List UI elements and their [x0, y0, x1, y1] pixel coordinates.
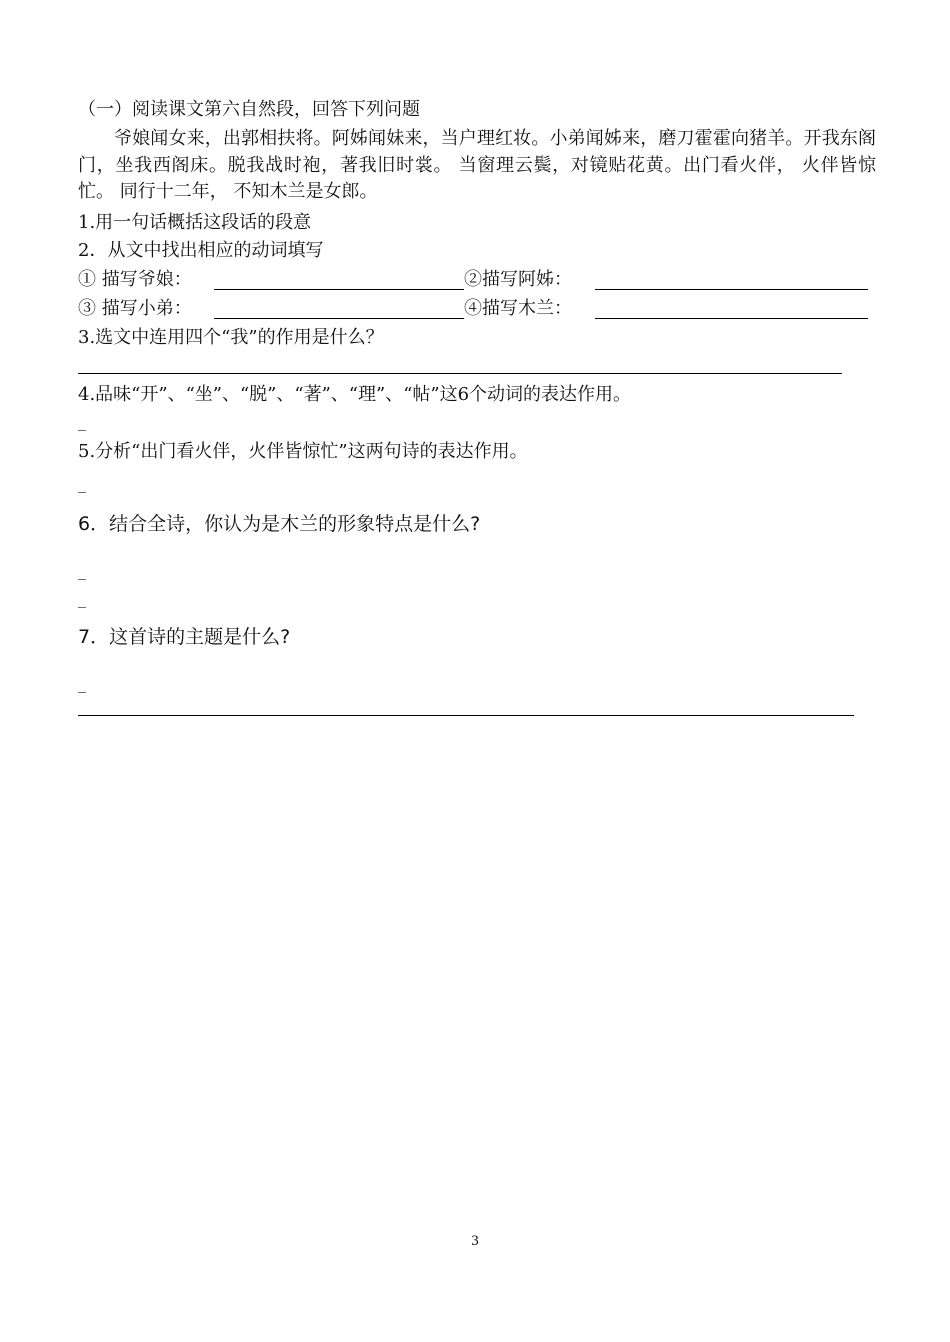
fill-label-mulan: ④描写木兰：	[464, 298, 572, 319]
question-7: 7．这首诗的主题是什么?	[78, 626, 291, 648]
section-heading: （一）阅读课文第六自然段，回答下列问题	[78, 99, 420, 120]
answer-mark-q7: _	[78, 674, 86, 693]
question-3: 3.选文中连用四个“我”的作用是什么？	[78, 327, 384, 348]
fill-row-2	[78, 296, 870, 322]
question-5: 5.分析“出门看火伴，火伴皆惊忙”这两句诗的表达作用。	[78, 441, 528, 462]
answer-blank-mulan[interactable]	[595, 318, 868, 319]
question-2: 2．从文中找出相应的动词填写	[78, 240, 324, 261]
page-number: 3	[471, 1233, 479, 1249]
answer-mark-q5: _	[78, 474, 86, 493]
question-6: 6．结合全诗，你认为是木兰的形象特点是什么?	[78, 513, 481, 535]
answer-line-q7[interactable]	[78, 715, 854, 716]
fill-label-brother: ③ 描写小弟：	[78, 298, 192, 319]
question-1: 1.用一句话概括这段话的段意	[78, 212, 312, 233]
fill-label-parents: ① 描写爷娘：	[78, 269, 192, 290]
answer-blank-brother[interactable]	[214, 318, 464, 319]
answer-line-q3[interactable]	[78, 373, 842, 374]
answer-mark-q4: _	[78, 412, 86, 431]
answer-blank-parents[interactable]	[214, 289, 464, 290]
answer-blank-sister[interactable]	[595, 289, 868, 290]
answer-mark-q6-a: _	[78, 561, 86, 580]
fill-label-sister: ②描写阿姊：	[464, 269, 572, 290]
fill-row-1	[78, 267, 870, 293]
poem-passage: 爷娘闻女来，出郭相扶将。阿姊闻妹来，当户理红妆。小弟闻姊来，磨刀霍霍向猪羊。开我东阁门，坐我西阁床。脱我战时袍，著我旧时裳。 当窗理云鬓，对镜贴花黄。出门看火伴， 火伴皆惊忙。 同行十二年， 不知木兰是女郎。	[78, 128, 876, 202]
question-4: 4.品味“开”、“坐”、“脱”、“著”、“理”、“帖”这6个动词的表达作用。	[78, 384, 632, 405]
answer-mark-q6-b: _	[78, 589, 86, 608]
